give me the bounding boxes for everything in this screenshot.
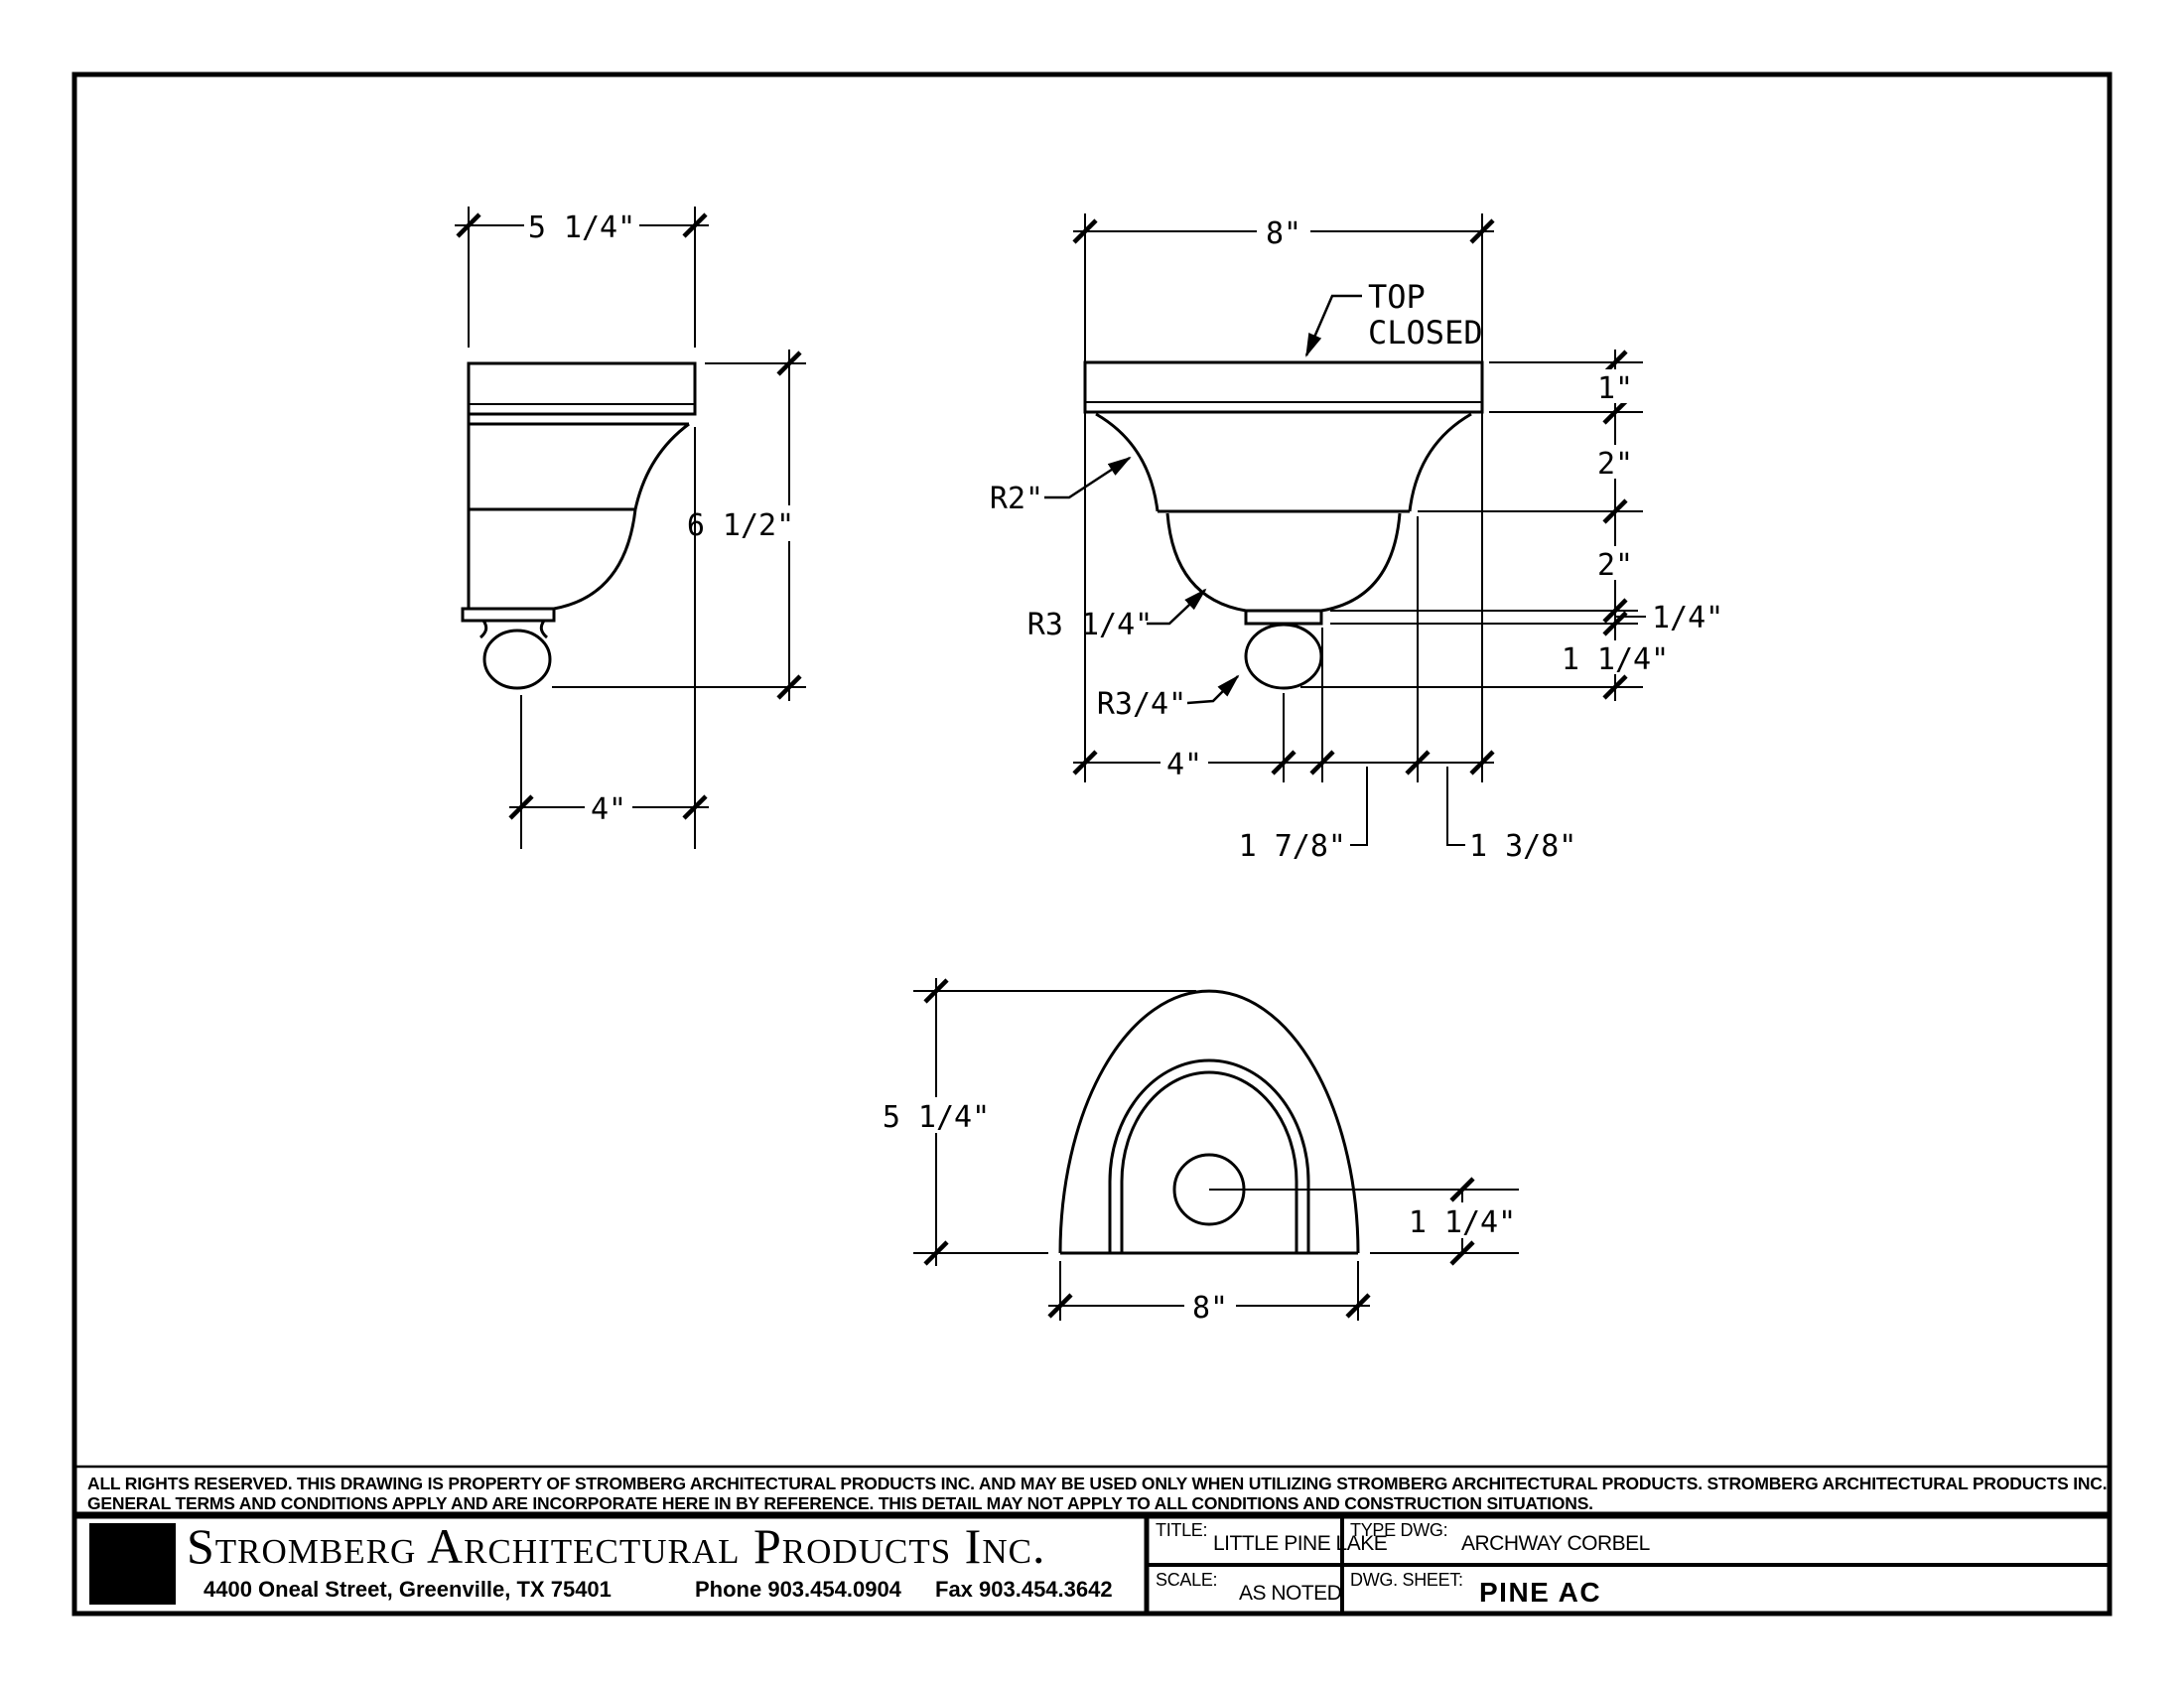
r2-label: R2" xyxy=(989,482,1044,516)
front-dim-1-38: 1 3/8" xyxy=(1469,829,1577,864)
front-dim-1-quarter: 1 1/4" xyxy=(1561,642,1670,677)
legal-notice-line-1: ALL RIGHTS RESERVED. THIS DRAWING IS PROPERTY OF STROMBERG ARCHITECTURAL PRODUCTS INC. AND MAY BE USED ONLY WHEN UTILIZING STROMBERG ARCHITECTURAL PRODUCTS. STROMBERG ARCHITECTURAL PRODUCTS INC. xyxy=(87,1474,2108,1493)
type-dwg-label: TYPE DWG: xyxy=(1350,1520,1448,1540)
company-phone: Phone 903.454.0904 xyxy=(695,1577,901,1602)
top-closed-note-line2: CLOSED xyxy=(1368,314,1483,352)
title-value: LITTLE PINE LAKE xyxy=(1213,1532,1388,1555)
side-view-dimensions xyxy=(455,207,806,849)
plan-hole-dim: 1 1/4" xyxy=(1408,1205,1517,1240)
side-bottom-dim: 4" xyxy=(590,792,627,827)
front-dim-quarter: 1/4" xyxy=(1652,601,1724,635)
dwg-sheet-value: PINE AC xyxy=(1479,1577,1602,1608)
front-dim-2in-upper: 2" xyxy=(1596,447,1634,482)
side-width-dim: 5 1/4" xyxy=(527,211,636,245)
front-bottom-dim: 4" xyxy=(1165,748,1203,782)
r3-quarter-label: R3 1/4" xyxy=(1026,608,1154,642)
legal-notice-line-2: GENERAL TERMS AND CONDITIONS APPLY AND ARE INCORPORATE HERE IN BY REFERENCE. THIS DETAIL MAY NOT APPLY TO ALL CONDITIONS AND CONSTRUCTION SITUATIONS. xyxy=(87,1493,1593,1513)
side-height-dim: 6 1/2" xyxy=(686,508,795,543)
r-three-quarter-label: R3/4" xyxy=(1096,687,1187,722)
company-fax: Fax 903.454.3642 xyxy=(935,1577,1113,1602)
company-name: Stromberg Architectural Products Inc. xyxy=(187,1518,1046,1574)
front-dim-1in: 1" xyxy=(1596,371,1634,406)
plan-width-dim: 8" xyxy=(1191,1291,1229,1326)
company-logo xyxy=(89,1523,176,1605)
plan-view xyxy=(879,978,1520,1326)
title-label: TITLE: xyxy=(1156,1520,1208,1540)
side-view xyxy=(455,207,806,849)
front-view-dimensions xyxy=(990,213,1723,864)
company-address: 4400 Oneal Street, Greenville, TX 75401 xyxy=(204,1577,612,1602)
plan-view-linework xyxy=(1060,991,1358,1253)
front-view xyxy=(990,213,1723,864)
front-width-dim: 8" xyxy=(1265,216,1302,251)
top-closed-note-line1: TOP xyxy=(1368,278,1426,316)
front-dim-1-78: 1 7/8" xyxy=(1238,829,1346,864)
scale-label: SCALE: xyxy=(1156,1570,1218,1590)
sheet-border xyxy=(74,74,2110,1614)
scale-value: AS NOTED xyxy=(1239,1582,1342,1605)
dwg-sheet-label: DWG. SHEET: xyxy=(1350,1570,1463,1590)
plan-view-dimensions xyxy=(879,978,1520,1326)
front-dim-2in-lower: 2" xyxy=(1596,548,1634,583)
plan-height-dim: 5 1/4" xyxy=(882,1100,991,1135)
type-dwg-value: ARCHWAY CORBEL xyxy=(1461,1532,1650,1555)
side-view-linework xyxy=(463,363,695,688)
